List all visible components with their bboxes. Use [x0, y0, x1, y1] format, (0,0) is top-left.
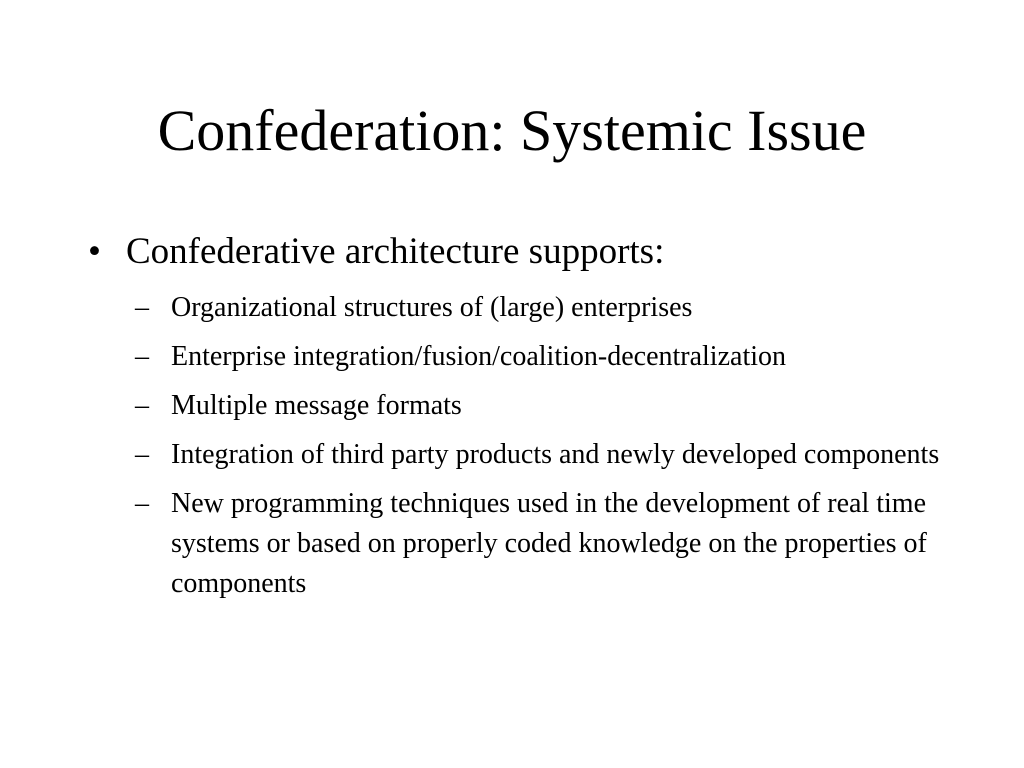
sub-bullet-text: Multiple message formats	[171, 390, 462, 421]
sub-bullet-item	[135, 386, 955, 426]
sub-bullet-item	[135, 288, 955, 328]
sub-bullet-text: New programming techniques used in the development of real time systems or based on properly coded knowledge on the properties of components	[171, 488, 927, 599]
sub-bullet-text: Organizational structures of (large) enterprises	[171, 292, 693, 323]
sub-bullet-item	[135, 484, 955, 604]
sub-bullet-item	[135, 435, 955, 475]
dash-marker: –	[135, 390, 149, 421]
dash-marker: –	[135, 488, 149, 519]
dash-marker: –	[135, 341, 149, 372]
sub-bullet-text: Enterprise integration/fusion/coalition-decentralization	[171, 341, 787, 372]
dash-marker: –	[135, 292, 149, 323]
main-bullet-text: Confederative architecture supports:	[126, 231, 665, 272]
slide-title: Confederation: Systemic Issue	[157, 98, 867, 163]
sub-bullet-item	[135, 337, 955, 377]
bullet-marker: •	[88, 231, 101, 272]
sub-bullet-text: Integration of third party products and newly developed components	[171, 439, 940, 470]
dash-marker: –	[135, 439, 149, 470]
sub-bullet-list	[135, 288, 955, 613]
